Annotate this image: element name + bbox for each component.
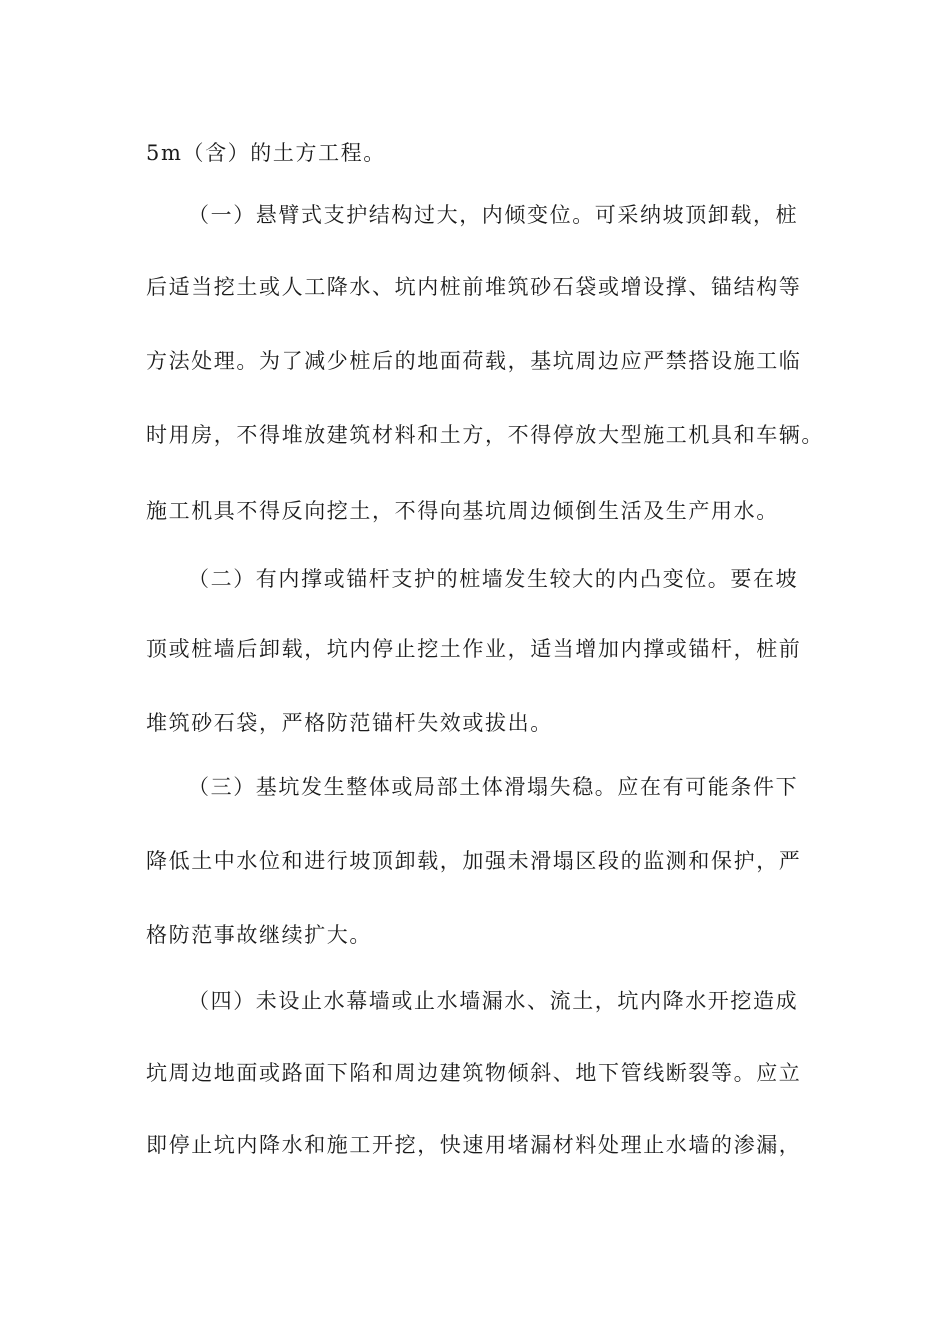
paragraph-2-line-3: 堆筑砂石袋，严格防范锚杆失效或拔出。 [146, 711, 553, 735]
paragraph-4-line-1: （四）未设止水幕墙或止水墙漏水、流土，坑内降水开挖造成 [188, 989, 799, 1013]
paragraph-1-line-2: 后适当挖土或人工降水、坑内桩前堆筑砂石袋或增设撑、锚结构等 [146, 275, 802, 299]
paragraph-2-line-2: 顶或桩墙后卸载，坑内停止挖土作业，适当增加内撑或锚杆，桩前 [146, 637, 802, 661]
paragraph-1-line-5: 施工机具不得反向挖土，不得向基坑周边倾倒生活及生产用水。 [146, 499, 779, 523]
paragraph-3-line-1: （三）基坑发生整体或局部土体滑塌失稳。应在有可能条件下 [188, 775, 799, 799]
paragraph-1-line-3: 方法处理。为了减少桩后的地面荷载，基坑周边应严禁搭设施工临 [146, 349, 802, 373]
paragraph-2-line-1: （二）有内撑或锚杆支护的桩墙发生较大的内凸变位。要在坡 [188, 567, 799, 591]
paragraph-3-line-3: 格防范事故继续扩大。 [146, 923, 372, 947]
paragraph-1-line-4: 时用房，不得堆放建筑材料和土方，不得停放大型施工机具和车辆。 [146, 423, 824, 447]
paragraph-4-line-2: 坑周边地面或路面下陷和周边建筑物倾斜、地下管线断裂等。应立 [146, 1061, 802, 1085]
text-line-1: 5m（含）的土方工程。 [146, 141, 386, 165]
paragraph-1-line-1: （一）悬臂式支护结构过大，内倾变位。可采纳坡顶卸载，桩 [188, 203, 799, 227]
paragraph-3-line-2: 降低土中水位和进行坡顶卸载，加强未滑塌区段的监测和保护，严 [146, 849, 802, 873]
paragraph-4-line-3: 即停止坑内降水和施工开挖，快速用堵漏材料处理止水墙的渗漏， [146, 1133, 802, 1157]
